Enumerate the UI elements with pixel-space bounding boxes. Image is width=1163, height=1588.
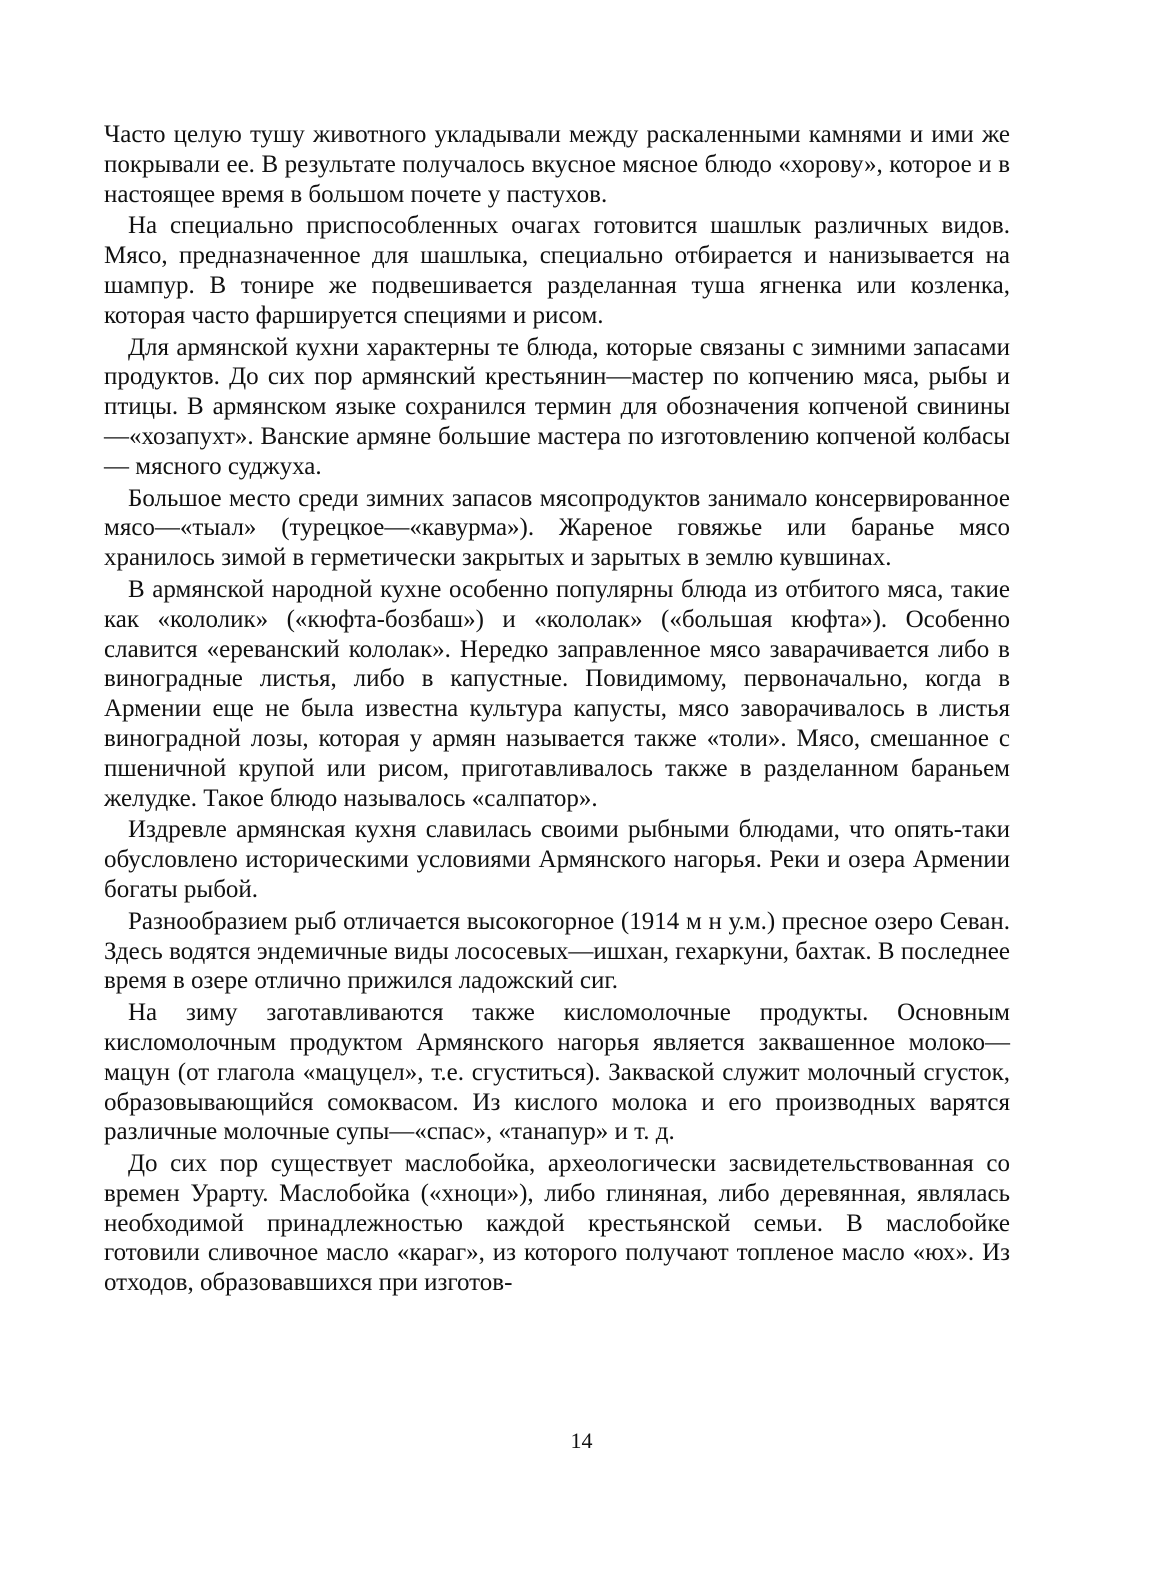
paragraph-8: На зиму заготавливаются также кисломолочные продукты. Основным кисломолочным продуктом Армянского нагорья является заквашенное молоко—мацун (от глагола «мацуцел», т.е. сгуститься). Закваской служит молочный сгусток, образовывающийся сомоквасом. Из кислого молока и его производных варятся различные молочные супы—«спас», «танапур» и т. д. <box>104 999 1010 1146</box>
paragraph-5: В армянской народной кухне особенно популярны блюда из отбитого мяса, такие как «кололик» («кюфта-бозбаш») и «кололак» («большая кюфта»). Особенно славится «ереванский кололак». Нередко заправленное мясо заварачивается либо в виноградные листья, либо в капустные. Повидимому, первоначально, когда в Армении еще не была известна культура капусты, мясо заворачивалось в листья виноградной лозы, которая у армян называется также «толи». Мясо, смешанное с пшеничной крупой или рисом, приготавливалось также в разделанном бараньем желудке. Такое блюдо называлось «салпатор». <box>104 575 1010 812</box>
paragraph-9: До сих пор существует маслобойка, археологически засвидетельствованная со времен Урарту. Маслобойка («хноци»), либо глиняная, либо деревянная, являлась необходимой принадлежностью каждой крестьянской семьи. В маслобойке готовили сливочное масло «караг», из которого получают топленое масло «юх». Из отходов, образовавшихся при изготов- <box>104 1150 1010 1297</box>
paragraph-3: Для армянской кухни характерны те блюда, которые связаны с зимними запасами продуктов. До сих пор армянский крестьянин—мастер по копчению мяса, рыбы и птицы. В армянском языке сохранился термин для обозначения копченой свинины—«хозапухт». Ванские армяне большие мастера по изготовлению копченой колбасы — мясного суджуха. <box>104 333 1010 480</box>
paragraph-6: Издревле армянская кухня славилась своими рыбными блюдами, что опять-таки обусловлено историческими условиями Армянского нагорья. Реки и озера Армении богаты рыбой. <box>104 816 1010 903</box>
paragraph-4: Большое место среди зимних запасов мясопродуктов занимало консервированное мясо—«тыал» (турецкое—«кавурма»). Жареное говяжье или баранье мясо хранилось зимой в герметически закрытых и зарытых в землю кувшинах. <box>104 484 1010 572</box>
page-number: 14 <box>570 1428 593 1453</box>
paragraph-1: Часто целую тушу животного укладывали между раскаленными камнями и ими же покрывали ее. В результате получалось вкусное мясное блюдо «хорову», которое и в настоящее время в большом почете у пастухов. <box>104 121 1010 208</box>
paragraph-2: На специально приспособленных очагах готовится шашлык различных видов. Мясо, предназначенное для шашлыка, специально отбирается и нанизывается на шампур. В тонире же подвешивается разделанная туша ягненка или козленка, которая часто фаршируется специями и рисом. <box>104 212 1010 329</box>
body-text <box>104 120 1010 1300</box>
paragraph-7: Разнообразием рыб отличается высокогорное (1914 м н у.м.) пресное озеро Севан. Здесь водятся эндемичные виды лососевых—ишхан, гехаркуни, бахтак. В последнее время в озере отлично прижился ладожский сиг. <box>104 907 1010 995</box>
